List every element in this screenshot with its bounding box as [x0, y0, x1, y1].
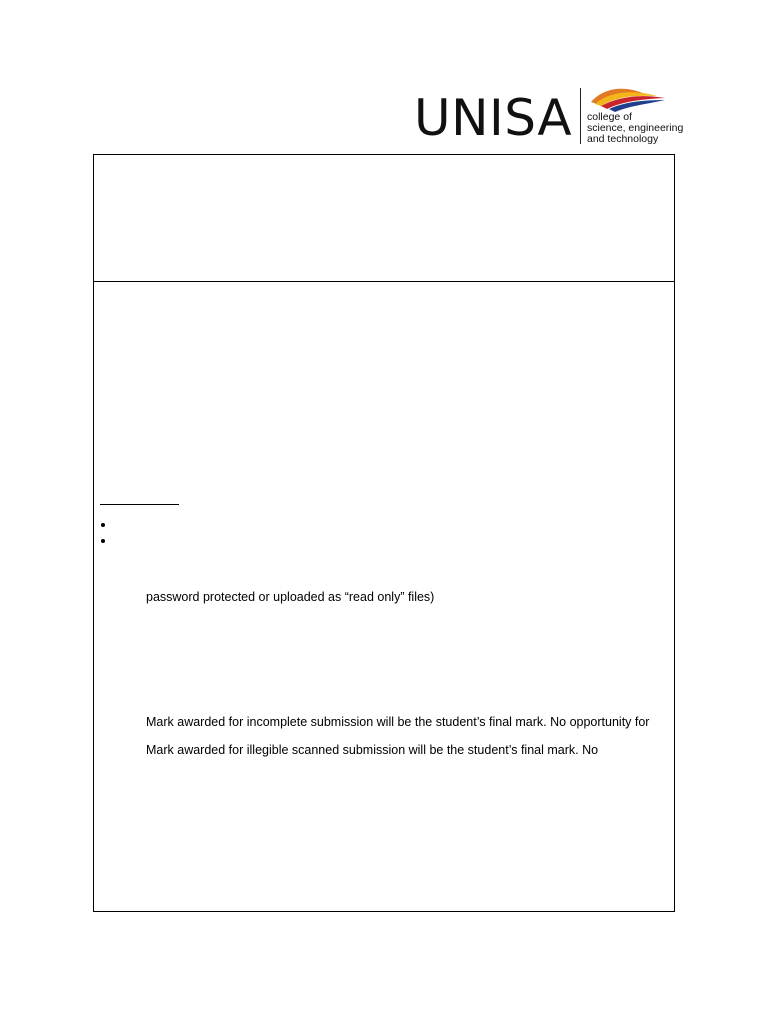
bullet-point	[101, 523, 105, 527]
unisa-emblem-icon	[587, 84, 667, 112]
instruction-line-incomplete-submission: Mark awarded for incomplete submission will be the student’s final mark. No opportunity for	[146, 715, 650, 729]
logo-caption	[587, 112, 683, 145]
logo-divider	[580, 88, 581, 144]
logo-wordmark: UNISA	[414, 89, 573, 147]
bullet-point	[101, 539, 105, 543]
underline-rule	[100, 504, 179, 505]
instruction-line-read-only: password protected or uploaded as “read only” files)	[146, 590, 435, 604]
unisa-logo	[412, 84, 684, 147]
header-box	[93, 154, 675, 281]
logo-caption-line: college of	[587, 111, 632, 123]
logo-caption-line: and technology	[587, 133, 659, 145]
logo-caption-line: science, engineering	[587, 122, 684, 134]
instruction-line-illegible-submission: Mark awarded for illegible scanned submission will be the student’s final mark. No	[146, 743, 599, 757]
